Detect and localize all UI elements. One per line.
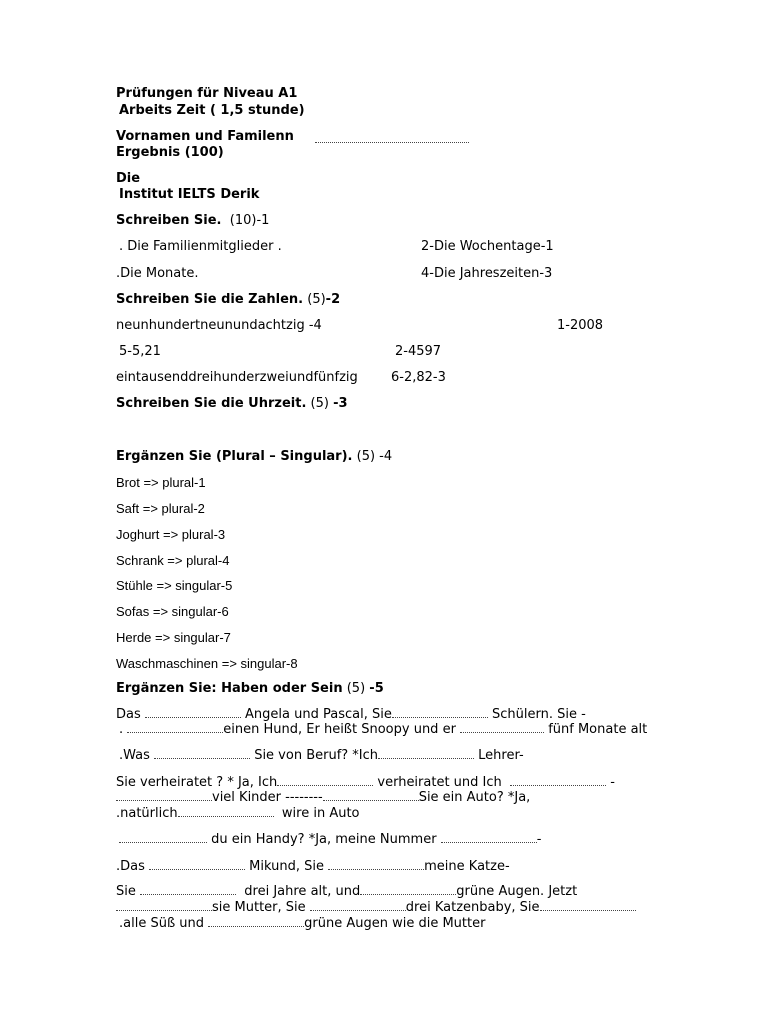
s1-item-a: . Die Familienmitglieder .: [119, 239, 282, 254]
blank-field[interactable]: [119, 832, 207, 843]
s5-text: grüne Augen. Jetzt: [456, 884, 578, 899]
list-item: Brot => plural-1: [116, 475, 206, 490]
s2-row1-b: 1-2008: [557, 318, 604, 333]
s5-text: -: [536, 832, 542, 847]
s5-text: sie Mutter, Sie: [212, 900, 306, 915]
s5-text: meine Katze-: [424, 859, 510, 874]
list-item: Schrank => plural-4: [116, 553, 230, 568]
section-3-heading: [116, 396, 348, 412]
s2-row2-b: 2-4597: [395, 344, 442, 359]
section-1-heading: [116, 213, 269, 229]
section-2-title: Schreiben Sie die Zahlen.: [116, 292, 304, 307]
s1-item-b: 2-Die Wochentage-1: [421, 239, 554, 254]
section-4-title: Ergänzen Sie (Plural – Singular).: [116, 449, 353, 464]
die-label: Die: [116, 171, 141, 186]
s5-line-5: [116, 790, 530, 806]
blank-field[interactable]: [116, 790, 212, 801]
s5-text: viel Kinder --------: [212, 790, 323, 805]
list-item: Joghurt => plural-3: [116, 527, 226, 542]
s2-row2-a: 5-5,21: [119, 344, 161, 359]
section-5-title: Ergänzen Sie: Haben oder Sein: [116, 681, 343, 696]
s5-text: Angela und Pascal, Sie: [245, 707, 392, 722]
section-5-number: -5: [369, 681, 384, 696]
blank-field[interactable]: [149, 859, 245, 870]
list-item: Sofas => singular-6: [116, 604, 229, 619]
exam-time: Arbeits Zeit ( 1,5 stunde): [119, 103, 305, 118]
section-4-points: (5) -4: [356, 449, 393, 464]
section-5-points: (5): [346, 681, 366, 696]
list-item: Stühle => singular-5: [116, 578, 233, 593]
section-4-heading: [116, 449, 392, 465]
blank-field[interactable]: [208, 916, 304, 927]
result-label: Ergebnis (100): [116, 145, 224, 160]
blank-field[interactable]: [116, 900, 212, 911]
s5-text: .Das: [116, 859, 145, 874]
section-2-number: -2: [325, 292, 341, 307]
s5-line-11: [119, 916, 485, 932]
s5-text: Mikund, Sie: [249, 859, 324, 874]
blank-field[interactable]: [323, 790, 419, 801]
blank-field[interactable]: [140, 884, 236, 895]
s5-line-2: [119, 722, 647, 738]
s5-text: Sie verheiratet ? * Ja, Ich: [116, 775, 278, 790]
blank-field[interactable]: [540, 900, 636, 911]
s5-text: du ein Handy? *Ja, meine Nummer: [211, 832, 437, 847]
s2-row3-a: eintausenddreihunderzweiundfünfzig: [116, 370, 358, 385]
s1-item-c: .Die Monate.: [116, 266, 199, 281]
s5-line-8: [116, 859, 510, 875]
s5-text: Schülern. Sie -: [491, 707, 586, 722]
list-item: Waschmaschinen => singular-8: [116, 656, 298, 671]
s5-line-9: [116, 884, 577, 900]
s5-text: einen Hund, Er heißt Snoopy und er: [223, 722, 456, 737]
s5-text: Lehrer-: [478, 748, 524, 763]
s5-line-6: [116, 806, 360, 822]
blank-field[interactable]: [178, 806, 274, 817]
blank-field[interactable]: [277, 775, 373, 786]
blank-field[interactable]: [127, 722, 223, 733]
blank-field[interactable]: [460, 722, 544, 733]
s5-line-10: [116, 900, 636, 916]
s5-text: fünf Monate alt: [548, 722, 648, 737]
s5-text: .natürlich: [116, 806, 178, 821]
s5-line-3: [119, 748, 524, 764]
blank-field[interactable]: [154, 748, 250, 759]
section-1-title: Schreiben Sie.: [116, 213, 222, 228]
s5-line-7: [119, 832, 541, 848]
blank-field[interactable]: [145, 707, 241, 718]
name-label: Vornamen und Familenn: [116, 129, 294, 144]
s1-item-d: 4-Die Jahreszeiten-3: [421, 266, 553, 281]
s5-text: -: [610, 775, 615, 790]
blank-field[interactable]: [378, 748, 474, 759]
section-5-heading: [116, 681, 384, 697]
s5-text: .alle Süß und: [119, 916, 204, 931]
s5-text: drei Katzenbaby, Sie: [405, 900, 540, 915]
section-2-points: (5): [307, 292, 326, 307]
s5-text: verheiratet und Ich: [377, 775, 502, 790]
s5-text: grüne Augen wie die Mutter: [304, 916, 486, 931]
section-2-heading: [116, 292, 340, 308]
section-3-number: -3: [333, 396, 348, 411]
s5-text: Sie ein Auto? *Ja,: [418, 790, 531, 805]
blank-field[interactable]: [328, 859, 424, 870]
s5-text: Das: [116, 707, 141, 722]
blank-field[interactable]: [441, 832, 537, 843]
blank-field[interactable]: [360, 884, 456, 895]
s5-text: drei Jahre alt, und: [244, 884, 361, 899]
s5-text: .: [119, 722, 124, 737]
s5-text: Sie: [116, 884, 136, 899]
section-1-points: (10)-1: [229, 213, 270, 228]
institute-label: Institut IELTS Derik: [119, 187, 260, 202]
s2-row3-b: 6-2,82-3: [391, 370, 446, 385]
s5-line-1: [116, 707, 586, 723]
name-blank[interactable]: [315, 132, 469, 143]
blank-field[interactable]: [392, 707, 488, 718]
s2-row1-a: neunhundertneunundachtzig -4: [116, 318, 322, 333]
blank-field[interactable]: [310, 900, 406, 911]
blank-field[interactable]: [510, 775, 606, 786]
s5-text: .Was: [119, 748, 150, 763]
s5-text: wire in Auto: [281, 806, 360, 821]
exam-title: Prüfungen für Niveau A1: [116, 86, 298, 101]
s5-text: Sie von Beruf? *Ich: [254, 748, 379, 763]
s5-line-4: [116, 775, 615, 791]
section-3-title: Schreiben Sie die Uhrzeit.: [116, 396, 307, 411]
list-item: Herde => singular-7: [116, 630, 231, 645]
list-item: Saft => plural-2: [116, 501, 205, 516]
section-3-points: (5): [310, 396, 329, 411]
